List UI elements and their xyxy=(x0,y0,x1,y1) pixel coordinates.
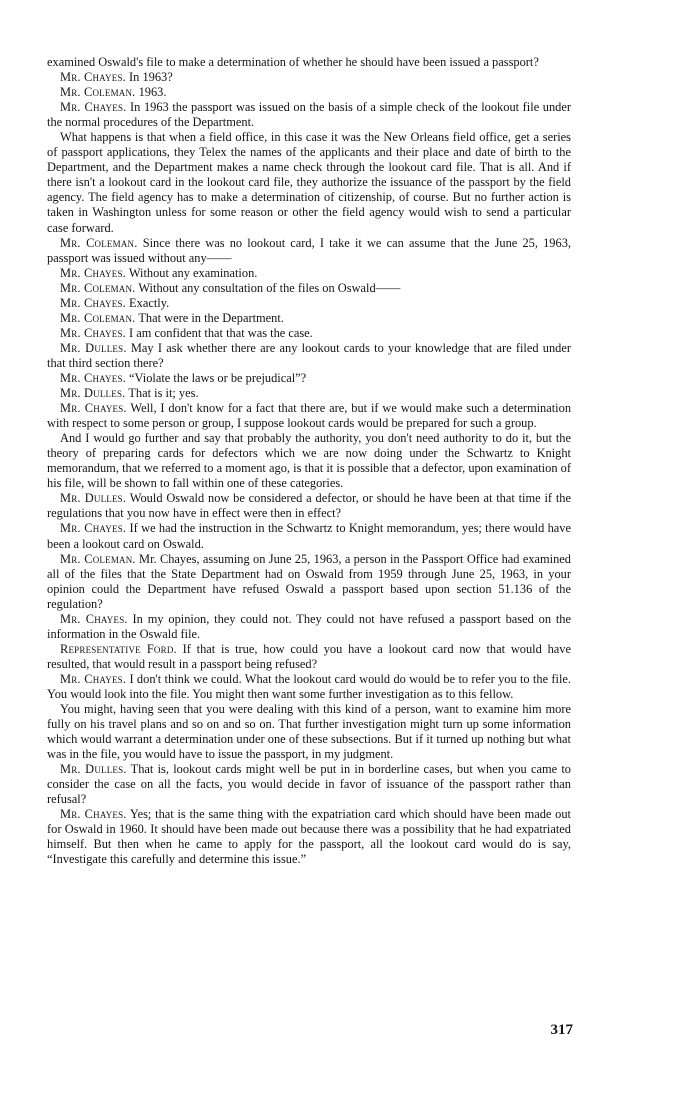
speaker-name: Mr. Coleman. xyxy=(60,551,136,566)
speaker-name: Mr. Dulles. xyxy=(60,491,127,506)
speaker-name: Mr. Chayes. xyxy=(60,521,127,536)
paragraph-text: Since there was no lookout card, I take it we can assume that the June 25, 1963, passport was issued without any—— xyxy=(47,235,571,265)
speaker-name: Mr. Chayes. xyxy=(60,611,128,626)
speaker-name: Mr. Chayes. xyxy=(60,325,126,340)
speaker-name: Mr. Chayes. xyxy=(60,265,126,280)
speaker-name: Mr. Chayes. xyxy=(60,70,126,85)
paragraph-text: If we had the instruction in the Schwartz to Knight memorandum, yes; there would have been a lookout card on Oswald. xyxy=(47,521,571,551)
paragraph xyxy=(47,326,571,341)
speaker-name: Mr. Dulles. xyxy=(60,340,127,355)
paragraph xyxy=(47,85,571,100)
paragraph xyxy=(47,341,571,371)
paragraph xyxy=(47,371,571,386)
paragraph xyxy=(47,552,571,612)
paragraph-text: Mr. Chayes, assuming on June 25, 1963, a person in the Passport Office had examined all of the files that the State Department had on Oswald from 1959 through June 25, 1963, in your opinion could the Department have refused Oswald a passport based upon section 51.136 of the regulation? xyxy=(47,551,571,611)
paragraph xyxy=(47,100,571,130)
paragraph-text: Without any examination. xyxy=(125,265,258,280)
testimony-text xyxy=(47,55,571,868)
paragraph-text: You might, having seen that you were dealing with this kind of a person, want to examine him more fully on his travel plans and so on and so on. That further investigation might turn up some information which would warrant a determination under one of these subsections. But if it turned up nothing but what was in the file, you would have to issue the passport, in my judgment. xyxy=(47,702,571,762)
speaker-name: Mr. Coleman. xyxy=(60,235,138,250)
paragraph xyxy=(47,491,571,521)
paragraph-text: In my opinion, they could not. They could not have refused a passport based on the information in the Oswald file. xyxy=(47,611,571,641)
paragraph-text: That is, lookout cards might well be put in in borderline cases, but when you came to consider the case on all the facts, you would decide in favor of issuance of the passport rather than refusal? xyxy=(47,762,571,807)
paragraph xyxy=(47,612,571,642)
paragraph-text: That were in the Department. xyxy=(135,310,284,325)
paragraph xyxy=(47,296,571,311)
paragraph-text: “Violate the laws or be prejudical”? xyxy=(125,370,307,385)
paragraph xyxy=(47,70,571,85)
document-page xyxy=(47,55,571,868)
speaker-name: Mr. Dulles. xyxy=(60,762,127,777)
paragraph-text: Without any consultation of the files on Oswald—— xyxy=(135,280,401,295)
paragraph-text: Well, I don't know for a fact that there are, but if we would make such a determination with respect to some person or group, I suppose lookout cards would be prepared for such a group. xyxy=(47,401,572,431)
paragraph xyxy=(47,281,571,296)
paragraph-text: If that is true, how could you have a lookout card now that would have resulted, that would result in a passport being refused? xyxy=(47,641,571,671)
speaker-name: Mr. Chayes. xyxy=(60,100,127,115)
paragraph-text: May I ask whether there are any lookout cards to your knowledge that are filed under that third section there? xyxy=(47,340,571,370)
paragraph xyxy=(47,401,571,431)
speaker-name: Mr. Coleman. xyxy=(60,280,136,295)
paragraph xyxy=(47,55,571,70)
paragraph-text: I don't think we could. What the lookout card would do would be to refer you to the file. You would look into the file. You might then want some further investigation as to this fellow. xyxy=(47,671,571,701)
paragraph-text: That is it; yes. xyxy=(125,386,199,401)
paragraph xyxy=(47,266,571,281)
paragraph-text: 1963. xyxy=(135,85,167,100)
speaker-name: Mr. Coleman. xyxy=(60,310,136,325)
speaker-name: Mr. Chayes. xyxy=(60,807,127,822)
paragraph-text: What happens is that when a field office, in this case it was the New Orleans field office, get a series of passport applications, they Telex the names of the applicants and their place and date of birth to the Department, and the Department makes a name check through the lookout card file. That is all. And if there isn't a lookout card in the lookout card file, they authorize the issuance of the passport by the field agency. The field agency has to make a determination of citizenship, of course. But no further action is taken in Washington unless for some reason or other the field agency would wish to send a particular case forward. xyxy=(47,130,571,235)
paragraph-text: And I would go further and say that probably the authority, you don't need authority to do it, but the theory of preparing cards for defectors which we are now doing under the Schwartz to Knight memorandum, that we referred to a moment ago, is that it is possible that a defector, upon examination of his file, will be shown to fall within one of these categories. xyxy=(47,431,571,491)
paragraph-text: Exactly. xyxy=(125,295,170,310)
speaker-name: Mr. Chayes. xyxy=(60,401,127,416)
paragraph xyxy=(47,386,571,401)
speaker-name: Mr. Dulles. xyxy=(60,386,126,401)
paragraph xyxy=(47,642,571,672)
speaker-name: Representative Ford. xyxy=(60,641,177,656)
paragraph xyxy=(47,236,571,266)
paragraph-text: examined Oswald's file to make a determination of whether he should have been issued a passport? xyxy=(47,55,539,69)
paragraph xyxy=(47,807,571,867)
paragraph-text: In 1963? xyxy=(125,70,173,85)
paragraph xyxy=(47,702,571,762)
paragraph xyxy=(47,672,571,702)
paragraph xyxy=(47,130,571,235)
paragraph-text: Yes; that is the same thing with the expatriation card which should have been made out for Oswald in 1960. It should have been made out because there was a possibility that he had expatriated himself. But then when he came to apply for the passport, all the lookout card would do is say, “Investigate this carefully and determine this issue.” xyxy=(47,807,571,867)
speaker-name: Mr. Chayes. xyxy=(60,671,127,686)
paragraph-text: I am confident that that was the case. xyxy=(125,325,313,340)
paragraph xyxy=(47,311,571,326)
paragraph-text: Would Oswald now be considered a defector, or should he have been at that time if the regulations that you now have in effect were then in effect? xyxy=(47,491,571,521)
paragraph xyxy=(47,521,571,551)
speaker-name: Mr. Chayes. xyxy=(60,370,126,385)
paragraph xyxy=(47,762,571,807)
paragraph xyxy=(47,431,571,491)
paragraph-text: In 1963 the passport was issued on the basis of a simple check of the lookout file under the normal procedures of the Department. xyxy=(47,100,571,130)
page-number: 317 xyxy=(550,1022,573,1038)
speaker-name: Mr. Coleman. xyxy=(60,85,136,100)
speaker-name: Mr. Chayes. xyxy=(60,295,126,310)
